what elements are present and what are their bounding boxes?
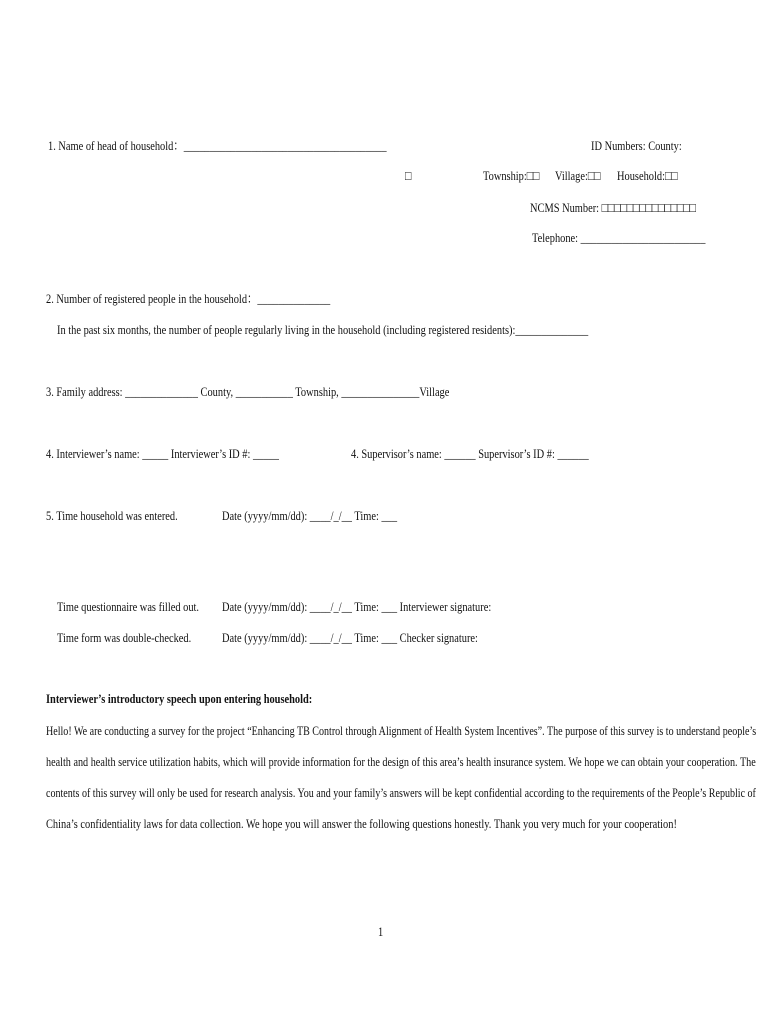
page-number: 1 [378,924,384,939]
q3-family-address: 3. Family address: ______________ County, ___________ Township, _______________Village [46,384,450,399]
q2-registered-people: 2. Number of registered people in the household：______________ [46,291,331,306]
q5-time-entered-date: Date (yyyy/mm/dd): ____/_/__ Time: ___ [222,508,398,523]
intro-line-4: China’s confidentiality laws for data collection. We hope you will answer the following questions honestly. Thank you very much for your cooperation! [46,816,677,831]
intro-line-1: Hello! We are conducting a survey for the project “Enhancing TB Control through Alignment of Health System Incentives”. The purpose of this survey is to understand people’s [46,723,757,738]
intro-heading: Interviewer’s introductory speech upon entering household: [46,691,313,706]
intro-line-3: contents of this survey will only be used for research analysis. You and your family’s answers will be kept confidential according to the requirements of the People’s Republic of [46,785,756,800]
time-filled-label: Time questionnaire was filled out. [57,599,200,614]
telephone: Telephone: ________________________ [532,230,706,245]
village-code: Village:□□ [555,168,601,183]
ncms-number: NCMS Number: □□□□□□□□□□□□□□□ [530,200,696,215]
township-code: Township:□□ [483,168,540,183]
household-code: Household:□□ [617,168,678,183]
q4-interviewer: 4. Interviewer’s name: _____ Interviewer’s ID #: _____ [46,446,279,461]
id-numbers-county: ID Numbers: County: [591,138,682,153]
q1-head-name: 1. Name of head of household：_______________________________________ [48,138,387,153]
intro-line-2: health and health service utilization habits, which will provide information for the design of this area’s health insurance system. We hope we can obtain your cooperation. The [46,754,756,769]
q4-supervisor: 4. Supervisor’s name: ______ Supervisor’s ID #: ______ [351,446,589,461]
box-mark: □ [405,168,412,183]
time-checked-date: Date (yyyy/mm/dd): ____/_/__ Time: ___ Checker signature: [222,630,478,645]
time-checked-label: Time form was double-checked. [57,630,192,645]
q5-time-entered-label: 5. Time household was entered. [46,508,178,523]
q2-regular-residents: In the past six months, the number of people regularly living in the household (including registered residents):______________ [57,322,589,337]
time-filled-date: Date (yyyy/mm/dd): ____/_/__ Time: ___ Interviewer signature: [222,599,492,614]
